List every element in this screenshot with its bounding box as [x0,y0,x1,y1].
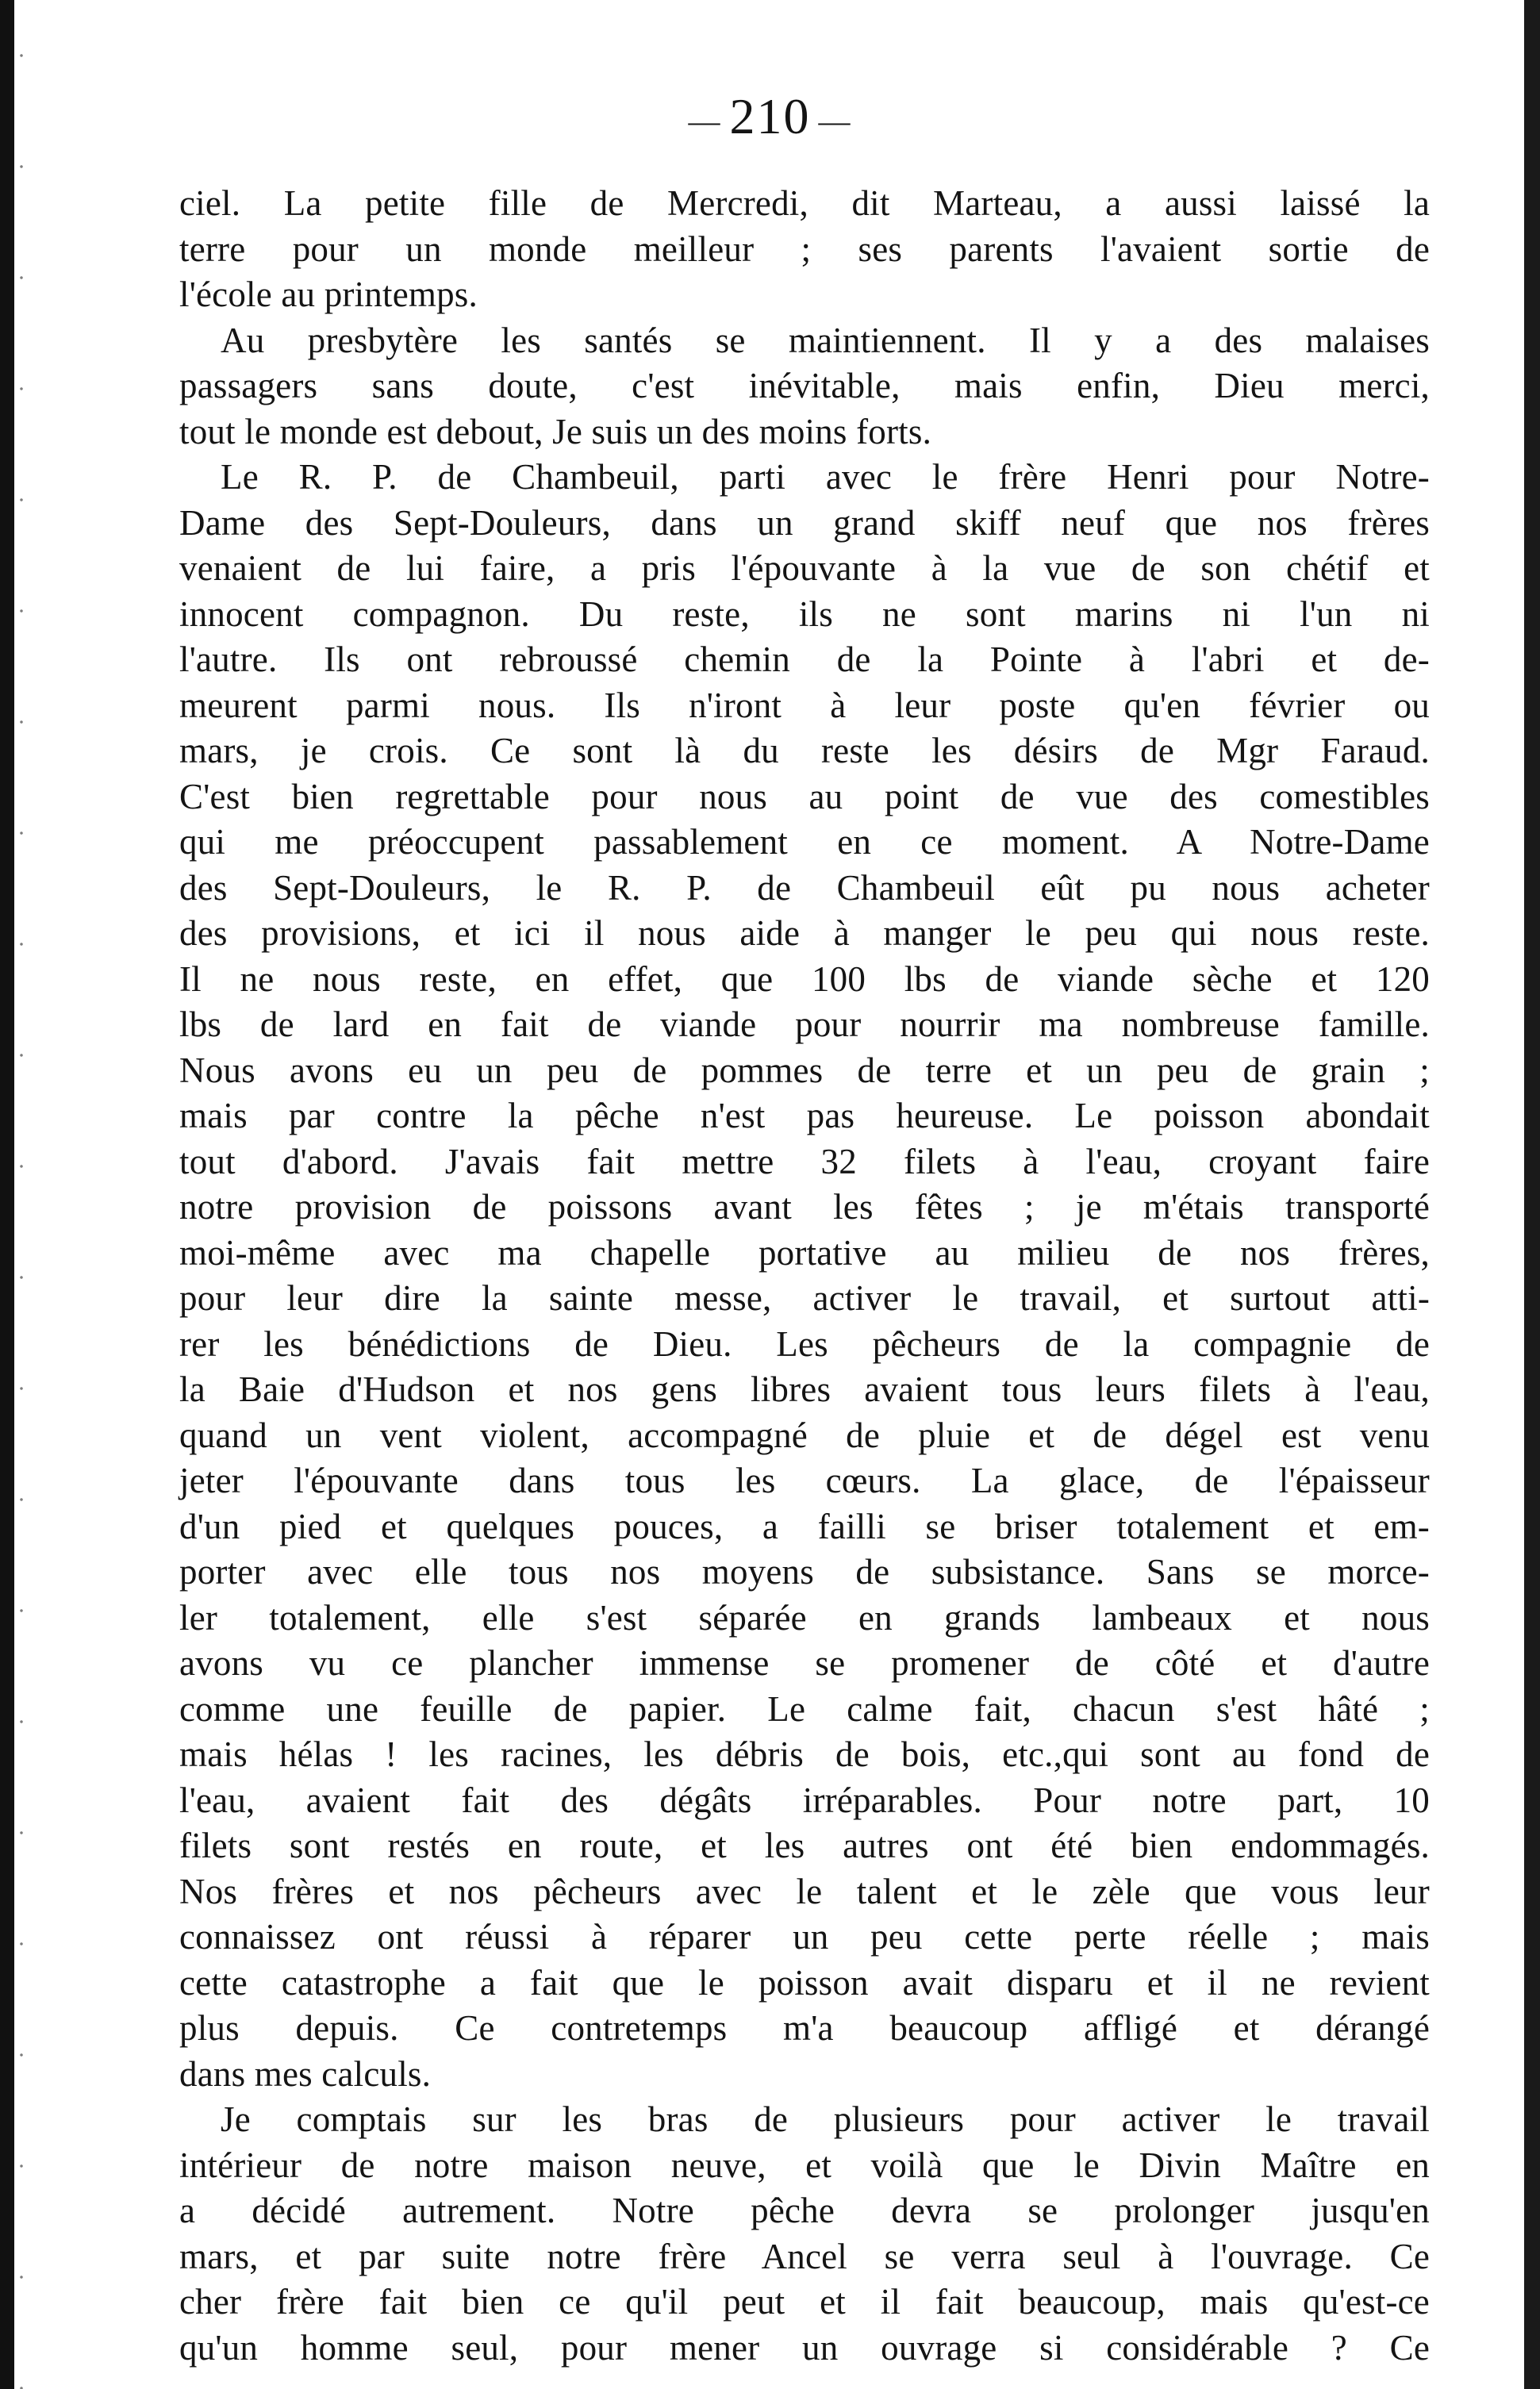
text-line: Il ne nous reste, en effet, que 100 lbs de viande sèche et 120 [179,958,1430,999]
text-line: notre provision de poissons avant les fêtes ; je m'étais transporté [179,1187,1430,1227]
scan-edge-left [0,0,14,2389]
text-line: Je comptais sur les bras de plusieurs pour activer le travail [221,2099,1430,2139]
text-line: intérieur de notre maison neuve, et voilà que le Divin Maître en [179,2145,1430,2185]
text-line: terre pour un monde meilleur ; ses parents l'avaient sortie de [179,229,1430,269]
text-line: Nous avons eu un peu de pommes de terre et un peu de grain ; [179,1050,1430,1090]
text-line: Dame des Sept-Douleurs, dans un grand skiff neuf que nos frères [179,502,1430,543]
text-line: plus depuis. Ce contretemps m'a beaucoup affligé et dérangé [179,2008,1430,2048]
page-number: 210 [729,88,811,144]
text-line: innocent compagnon. Du reste, ils ne sont marins ni l'un ni [179,593,1430,634]
paragraph [179,2097,1430,2371]
text-line: avons vu ce plancher immense se promener de côté et d'autre [179,1643,1430,1683]
text-line: porter avec elle tous nos moyens de subsistance. Sans se morce- [179,1552,1430,1592]
text-line: mais par contre la pêche n'est pas heureuse. Le poisson abondait [179,1096,1430,1135]
text-line: quand un vent violent, accompagné de pluie et de dégel est venu [179,1415,1430,1455]
paragraph [179,455,1430,2097]
paragraph [179,181,1430,318]
text-line: ciel. La petite fille de Mercredi, dit Marteau, a aussi laissé la [179,183,1430,223]
text-line: meurent parmi nous. Ils n'iront à leur poste qu'en février ou [179,685,1430,725]
body-text [179,181,1430,2371]
text-line: l'autre. Ils ont rebroussé chemin de la Pointe à l'abri et de- [179,639,1430,679]
text-line: C'est bien regrettable pour nous au point de vue des comestibles [179,776,1430,816]
text-line: ler totalement, elle s'est séparée en grands lambeaux et nous [179,1597,1430,1638]
page-number-dash-left: — [688,103,722,140]
text-line: tout le monde est debout, Je suis un des moins forts. [179,411,932,451]
text-line: a décidé autrement. Notre pêche devra se prolonger jusqu'en [179,2191,1430,2230]
text-line: connaissez ont réussi à réparer un peu cette perte réelle ; mais [179,1917,1430,1957]
page-number-header [0,88,1540,144]
text-line: d'un pied et quelques pouces, a failli se briser totalement et em- [179,1506,1430,1546]
text-line: Le R. P. de Chambeuil, parti avec le frère Henri pour Notre- [221,457,1430,497]
scan-edge-right [1524,0,1540,2389]
text-line: qui me préoccupent passablement en ce moment. A Notre-Dame [179,822,1430,862]
text-line: des Sept-Douleurs, le R. P. de Chambeuil eût pu nous acheter [179,867,1430,908]
text-line: pour leur dire la sainte messe, activer le travail, et surtout atti- [179,1278,1430,1318]
text-line: dans mes calculs. [179,2053,432,2094]
text-line: tout d'abord. J'avais fait mettre 32 filets à l'eau, croyant faire [179,1141,1430,1181]
text-line: qu'un homme seul, pour mener un ouvrage si considérable ? Ce [179,2327,1430,2368]
text-line: passagers sans doute, c'est inévitable, mais enfin, Dieu merci, [179,366,1430,405]
text-line: filets sont restés en route, et les autres ont été bien endommagés. [179,1826,1430,1865]
text-line: l'école au printemps. [179,275,478,314]
text-line: l'eau, avaient fait des dégâts irréparables. Pour notre part, 10 [179,1780,1430,1820]
text-line: lbs de lard en fait de viande pour nourrir ma nombreuse famille. [179,1004,1430,1044]
text-line: cher frère fait bien ce qu'il peut et il fait beaucoup, mais qu'est-ce [179,2282,1430,2322]
text-line: Au presbytère les santés se maintiennent. Il y a des malaises [221,320,1430,360]
text-line: des provisions, et ici il nous aide à manger le peu qui nous reste. [179,913,1430,953]
text-line: jeter l'épouvante dans tous les cœurs. La glace, de l'épaisseur [179,1461,1430,1500]
text-line: Nos frères et nos pêcheurs avec le talent et le zèle que vous leur [179,1871,1430,1911]
text-line: mars, et par suite notre frère Ancel se verra seul à l'ouvrage. Ce [179,2236,1430,2276]
text-line: moi-même avec ma chapelle portative au milieu de nos frères, [179,1232,1430,1273]
paragraph [179,318,1430,455]
text-line: mais hélas ! les racines, les débris de bois, etc.,qui sont au fond de [179,1734,1430,1774]
page-number-dash-right: — [818,103,852,140]
text-line: la Baie d'Hudson et nos gens libres avaient tous leurs filets à l'eau, [179,1369,1430,1409]
text-line: cette catastrophe a fait que le poisson avait disparu et il ne revient [179,1962,1430,2003]
text-line: comme une feuille de papier. Le calme fait, chacun s'est hâté ; [179,1688,1430,1729]
text-line: rer les bénédictions de Dieu. Les pêcheurs de la compagnie de [179,1323,1430,1364]
text-line: venaient de lui faire, a pris l'épouvante à la vue de son chétif et [179,548,1430,588]
text-line: mars, je crois. Ce sont là du reste les désirs de Mgr Faraud. [179,731,1430,770]
scan-margin-speckles [17,0,25,2389]
